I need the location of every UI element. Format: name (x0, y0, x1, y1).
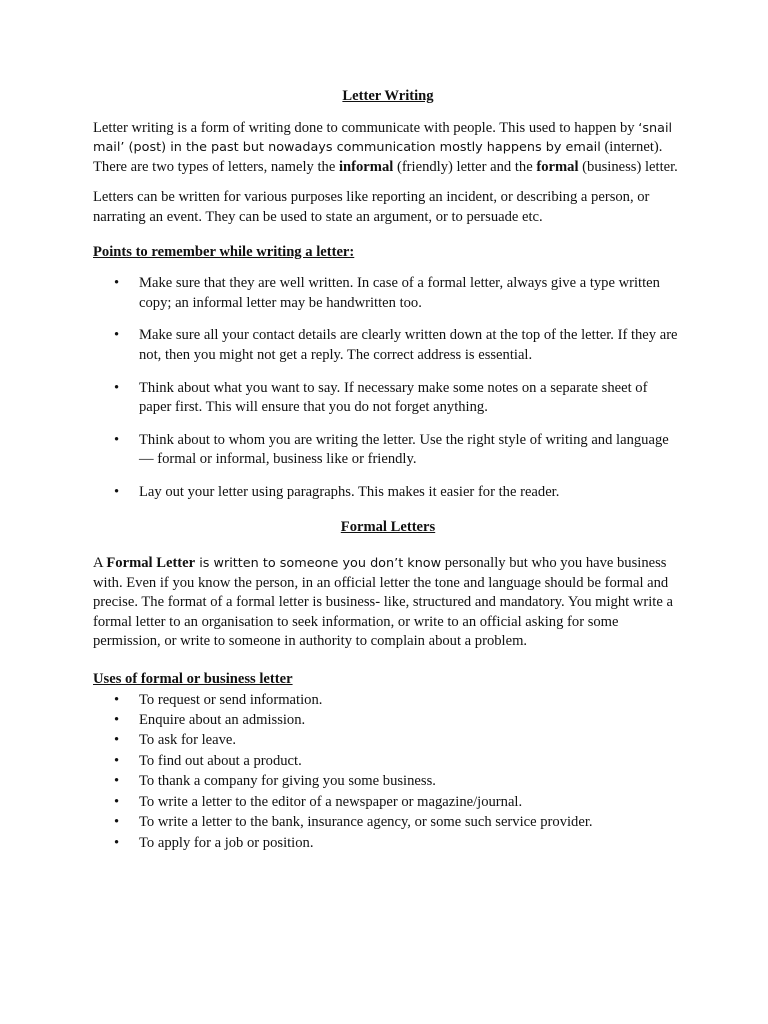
bullet-icon: • (114, 691, 120, 708)
bullet-icon: • (114, 773, 120, 790)
bullet-icon: • (114, 752, 120, 769)
page-title: Letter Writing (342, 88, 434, 104)
bullet-icon: • (114, 275, 120, 292)
bullet-icon: • (114, 834, 120, 851)
point-text: Think about what you want to say. If necessary make some notes on a separate sheet of paper first. This will ensure that you do not forget anything. (139, 379, 648, 416)
point-text: Think about to whom you are writing the letter. Use the right style of writing and language — formal or informal, business like or friendly. (139, 431, 669, 468)
bullet-icon: • (114, 712, 120, 729)
informal-term: informal (338, 158, 394, 175)
bullet-icon: • (114, 793, 120, 810)
use-text: To write a letter to the bank, insurance agency, or some such service provider. (139, 814, 593, 831)
formal-text-rest: personally but who you have business with. Even if you know the person, in an official letter the tone and language should be formal and precise. The format of a formal letter is business- like, structured and mandatory. You might write a formal letter to an organisation to seek information, or write to an official asking for some permission, or write to someone in authority to complain about a problem. (93, 555, 673, 650)
points-heading: Points to remember while writing a letter: (93, 243, 355, 260)
use-text: To find out about a product. (139, 752, 302, 769)
intro-text-handwritten: ‘snail mail’ (post) in the past but nowadays communication mostly happens by email (93, 120, 673, 156)
intro-paragraph-2: Letters can be written for various purposes like reporting an incident, or describing a person, or narrating an event. They can be used to state an argument, or to persuade etc. (93, 189, 650, 225)
intro-text-d: (business) letter. (578, 158, 678, 175)
formal-letters-paragraph (93, 554, 683, 652)
use-text: To write a letter to the editor of a newspaper or magazine/journal. (139, 793, 523, 810)
list-item (93, 326, 683, 365)
document-page (93, 87, 683, 853)
bullet-icon: • (114, 483, 120, 500)
intro-text-b: (internet). There are two types of letters, namely the (93, 139, 663, 175)
bullet-icon: • (114, 431, 120, 448)
formal-term: formal (536, 158, 579, 175)
formal-letter-term: Formal Letter (106, 555, 196, 572)
use-text: To thank a company for giving you some business. (139, 773, 436, 790)
list-item (93, 379, 683, 418)
intro-text-c: (friendly) letter and the (393, 158, 537, 175)
list-item (93, 483, 683, 503)
list-item (93, 730, 683, 750)
list-item (93, 751, 683, 771)
intro-text-a: Letter writing is a form of writing done to communicate with people. This used to happen by (93, 119, 639, 136)
use-text: To ask for leave. (139, 732, 237, 749)
list-item (93, 710, 683, 730)
uses-list (93, 690, 683, 853)
bullet-icon: • (114, 379, 120, 396)
list-item (93, 274, 683, 313)
list-item (93, 792, 683, 812)
list-item (93, 833, 683, 853)
bullet-icon: • (114, 814, 120, 831)
bullet-icon: • (114, 732, 120, 749)
formal-text-a: A (93, 555, 107, 572)
use-text: Enquire about an admission. (139, 712, 306, 729)
list-item (93, 431, 683, 470)
list-item (93, 690, 683, 710)
list-item (93, 771, 683, 791)
list-item (93, 812, 683, 832)
bullet-icon: • (114, 327, 120, 344)
points-list (93, 274, 683, 502)
use-text: To request or send information. (139, 691, 323, 708)
point-text: Make sure all your contact details are clearly written down at the top of the letter. If they are not, then you might not get a reply. The correct address is essential. (139, 327, 678, 363)
point-text: Make sure that they are well written. In case of a formal letter, always give a type written copy; an informal letter may be handwritten too. (139, 275, 660, 311)
use-text: To apply for a job or position. (139, 834, 314, 851)
formal-letters-title: Formal Letters (340, 518, 436, 535)
formal-text-handwritten: is written to someone you don’t know (195, 556, 442, 572)
point-text: Lay out your letter using paragraphs. This makes it easier for the reader. (139, 483, 560, 500)
uses-heading: Uses of formal or business letter (93, 671, 293, 688)
intro-paragraph-1 (93, 119, 683, 178)
